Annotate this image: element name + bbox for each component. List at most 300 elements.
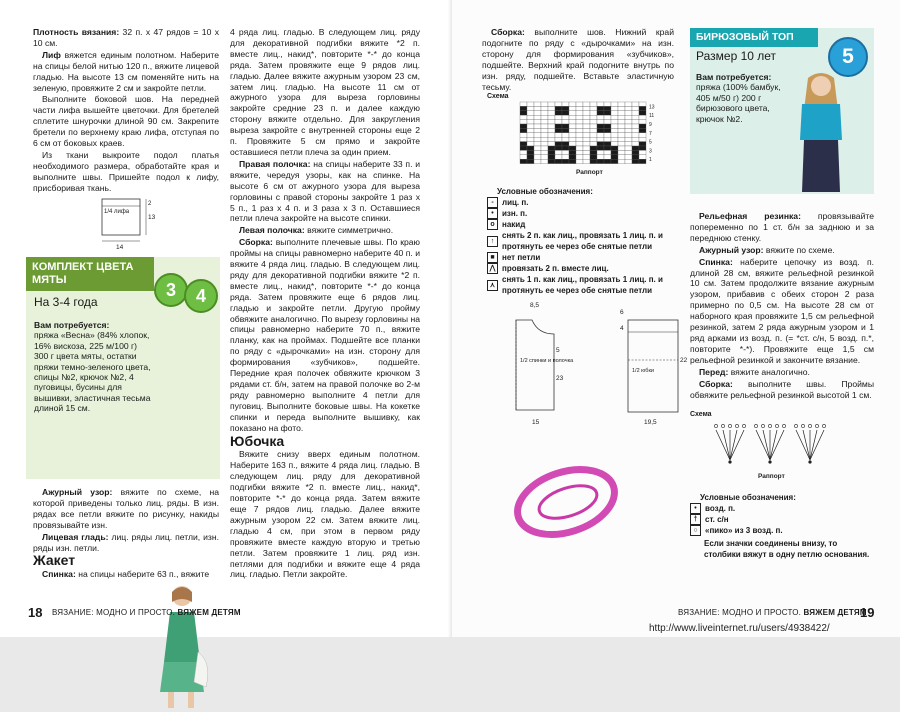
chart-1-cell <box>625 120 632 124</box>
bodice-diagram-label: 1/4 лифа <box>104 209 130 215</box>
chart-1-cell <box>562 155 569 159</box>
chart-1-cell <box>534 102 541 106</box>
jacket-heading: Жакет <box>33 552 76 569</box>
chart-1-cell <box>555 115 562 119</box>
chart-1-cell <box>625 133 632 137</box>
chart-1-cell <box>534 111 541 115</box>
girl-photo <box>154 582 214 712</box>
right-front-label: Правая полочка: <box>239 158 311 169</box>
chart-1-cell <box>534 146 541 150</box>
chart-1-cell <box>527 146 534 150</box>
chart-1-cell <box>562 142 569 146</box>
chart-1-cell <box>527 133 534 137</box>
left-footer-suffix: ВЯЖЕМ ДЕТЯМ <box>177 608 241 617</box>
chart-1-cell <box>590 128 597 132</box>
chart-1-cell <box>618 111 625 115</box>
chart-1-cell <box>555 102 562 106</box>
crochet-picot <box>815 424 818 427</box>
pattern-dim-195: 19,5 <box>644 419 657 426</box>
chart-1-cell <box>541 142 548 146</box>
chart-1-row-number: 7 <box>649 130 652 137</box>
chart-1-cell <box>534 128 541 132</box>
pattern-dim-22: 22 <box>680 357 688 364</box>
chart-1-cell <box>583 142 590 146</box>
pattern-dim-4: 4 <box>620 325 624 332</box>
chart-1-cell <box>604 142 611 146</box>
top-assembly-label: Сборка: <box>699 378 733 389</box>
chart-1-row-number: 1 <box>649 157 652 164</box>
chart-1-cell <box>555 142 562 146</box>
crochet-chain-dot <box>728 460 731 463</box>
chart-1-label: Схема <box>487 93 509 100</box>
crochet-picot <box>782 424 785 427</box>
chart-1-cell <box>527 111 534 115</box>
legend-text: изн. п. <box>502 209 528 218</box>
kit-banner: КОМПЛЕКТ ЦВЕТА МЯТЫ <box>26 257 154 291</box>
chart-1-cell <box>632 111 639 115</box>
chart-1-cell <box>576 133 583 137</box>
chart-1-cell <box>639 111 646 115</box>
chart-1-row-number: 5 <box>649 139 652 146</box>
legend-row <box>690 503 874 514</box>
chart-2-rapport: Раппорт <box>758 473 785 480</box>
chart-1-row-number: 13 <box>649 104 655 111</box>
legend-row <box>487 274 677 296</box>
chart-1-cell <box>541 124 548 128</box>
chart-1-cell <box>604 128 611 132</box>
chart-1-cell <box>562 150 569 154</box>
legend-text: ст. с/н <box>705 515 729 524</box>
pattern-dim-15: 15 <box>532 419 540 426</box>
crochet-stitch-line <box>756 430 770 460</box>
chart-1-cell <box>639 155 646 159</box>
chart-1-cell <box>611 106 618 110</box>
legend-2-title: Условные обозначения: <box>700 493 796 502</box>
chart-1-cell <box>548 137 555 141</box>
chart-1-cell <box>604 146 611 150</box>
legend-text: накид <box>502 220 526 229</box>
chart-1-cell <box>604 124 611 128</box>
chart-1-cell <box>583 150 590 154</box>
chart-1-cell <box>618 146 625 150</box>
chart-1-cell <box>583 133 590 137</box>
right-front-text: на спицы наберите 33 п. и вяжите, чередуя узоры, как на спинке. На высоте 6 см от ажурного узора для выреза горловины с правой стороны закройте 1 раз х 5 п., 1 раз х 4 п. и 3 раза х 3 п. Оставшиеся петли плеча закройте на высоте спинки. <box>230 158 420 224</box>
chart-1-cell <box>541 146 548 150</box>
chart-1-cell <box>520 137 527 141</box>
chart-1-cell <box>541 115 548 119</box>
chart-1-cell <box>625 111 632 115</box>
crochet-stitch-line <box>716 430 730 460</box>
crochet-picot <box>794 424 797 427</box>
bodice-diagram-height: 13 <box>148 214 156 221</box>
legend-text: лиц. п. <box>502 198 529 207</box>
crochet-chart <box>710 416 840 482</box>
crochet-stitch-line <box>730 430 744 460</box>
chart-1-cell <box>618 137 625 141</box>
chart-1-cell <box>590 124 597 128</box>
chart-1-cell <box>597 128 604 132</box>
chart-1-cell <box>520 115 527 119</box>
chart-1-cell <box>639 150 646 154</box>
legend-symbol-icon: • <box>690 503 701 514</box>
chart-1-cell <box>597 115 604 119</box>
chart-1-cell <box>541 111 548 115</box>
chart-1-cell <box>639 124 646 128</box>
chart-1-cell <box>534 120 541 124</box>
crochet-picot <box>768 424 771 427</box>
chart-1-cell <box>625 146 632 150</box>
legend-symbol-icon: • <box>487 208 498 219</box>
pattern-back-label: 1/2 спинки и полочка <box>520 358 574 364</box>
chart-1-cell <box>611 150 618 154</box>
crochet-chain-dot <box>768 460 771 463</box>
jacket-assembly-label: Сборка: <box>239 237 273 248</box>
legend-text: снять 1 п. как лиц., провязать 1 лиц. п. и протянуть ее через обе снятые петли <box>502 275 663 295</box>
chart-1-cell <box>611 133 618 137</box>
legend-1 <box>487 186 677 296</box>
right-page <box>452 0 900 637</box>
rib-text: провязывайте попеременно по 1 ст. б/н за заднюю и за переднюю стенку. <box>690 211 874 243</box>
jacket-assembly-text: выполните плечевые швы. По краю проймы на спицы равномерно наберите 40 п. и вяжите 4 ряда лиц. гладью. В следующем лиц. ряду для декоративной подгибки вяжите *2 п. вместе лиц., накид*, повторите *-* до конца ряда. Затем провяжите еще 6 рядов лиц. гладью и закройте петли. Другую пройму обвяжите аналогично. По вырезу горловины на спицы равномерно наберите 70 п., вяжите планку, как на проймах. Подшейте все планки по ряду с «дырочками» на изн. сторону для формирования «зубчиков», подшейте. Передние края полочек обвяжите крючком 3 рядами ст. б/н, затем на правой полочке во 2-м ряду равномерно выполните 4 петли для пуговиц. Выполните боковые швы. На кокетке спинки и переда выполните вышивку, как показано на фото. <box>230 237 421 433</box>
chart-1-cell <box>576 159 583 163</box>
chart-1-cell <box>611 155 618 159</box>
chart-1-cell <box>597 120 604 124</box>
size-bubble-5: 5 <box>828 37 868 77</box>
chart-2-label: Схема <box>690 411 712 418</box>
chart-1-cell <box>520 133 527 137</box>
chart-1-cell <box>555 124 562 128</box>
chart-1-cell <box>625 102 632 106</box>
chart-1-cell <box>576 137 583 141</box>
legend-1-title: Условные обозначения: <box>497 187 593 196</box>
bodice-label: Лиф <box>42 49 61 60</box>
crochet-picot <box>728 424 731 427</box>
chart-1-cell <box>590 133 597 137</box>
pattern-dim-5: 5 <box>556 347 560 354</box>
chart-1-cell <box>527 137 534 141</box>
chart-1-cell <box>625 142 632 146</box>
chart-1-cell <box>625 155 632 159</box>
chart-1-cell <box>583 155 590 159</box>
chart-1-cell <box>639 115 646 119</box>
crochet-picot <box>808 424 811 427</box>
top-need-title: Вам потребуется: <box>696 72 772 82</box>
chart-1-cell <box>604 137 611 141</box>
chart-1-cell <box>611 111 618 115</box>
legend-symbol-icon: † <box>690 514 701 525</box>
left-page <box>0 0 452 637</box>
chart-1-cell <box>527 155 534 159</box>
garment-pattern-diagram <box>508 300 688 430</box>
crochet-picot <box>775 424 778 427</box>
top-back-text: наберите цепочку из возд. п. длиной 28 см, вяжите рельефной резинкой 10 см. Затем продолжите вязание ажурным узором, прибавив с обеих сторон 2 раза примерно по 0,5 см. На высоте 28 см от наборного края провяжите 1,5 см рельефной резинкой, затем 2 ряда ажурным узором и 1 ряд арками из возд. п. (= *ст. с/н, 5 возд. п.*, повторите *-*). Провяжите еще 1,5 см рельефной резинкой и закончите вязание. <box>690 256 875 365</box>
crochet-stitch-line <box>770 430 784 460</box>
mint-kit-box <box>26 257 220 479</box>
crochet-picot <box>714 424 717 427</box>
chart-1-cell <box>632 115 639 119</box>
chart-1-cell <box>534 115 541 119</box>
pattern-dim-85: 8,5 <box>530 302 540 309</box>
chart-1-cell <box>562 128 569 132</box>
chart-1-cell <box>583 159 590 163</box>
chart-1-cell <box>597 124 604 128</box>
right-page-number: 19 <box>860 605 875 620</box>
chart-1-cell <box>632 102 639 106</box>
chart-1-cell <box>541 128 548 132</box>
chart-1-cell <box>604 155 611 159</box>
chart-1-cell <box>611 159 618 163</box>
right-footer <box>678 608 867 617</box>
chart-1-cell <box>548 120 555 124</box>
chart-1-cell <box>548 115 555 119</box>
chart-1-cell <box>625 124 632 128</box>
crochet-stitch-line <box>770 430 777 460</box>
stockinette-label: Лицевая гладь: <box>42 531 109 542</box>
legend-symbol-icon: - <box>487 197 498 208</box>
left-column-1b <box>33 487 219 581</box>
chart-1-cell <box>611 142 618 146</box>
chart-1-cell <box>639 146 646 150</box>
chart-1-cell <box>562 133 569 137</box>
legend-row <box>487 263 677 274</box>
chart-1-cell <box>625 137 632 141</box>
chart-1-cell <box>569 120 576 124</box>
chart-1-cell <box>632 120 639 124</box>
chart-1-cell <box>632 159 639 163</box>
chart-1-cell <box>520 102 527 106</box>
chart-1-cell <box>618 155 625 159</box>
chart-1-cell <box>534 133 541 137</box>
chart-1-cell <box>625 106 632 110</box>
chart-1-cell <box>520 128 527 132</box>
chart-1-cell <box>562 106 569 110</box>
jacket-back-continued: 4 ряда лиц. гладью. В следующем лиц. ряду для декоративной подгибки вяжите *2 п. вместе лиц., накид*, повторите *-* до конца ряда. Затем провяжите еще 9 рядов лиц. гладью. Далее вяжите ажурным узором 23 см, затем лиц. гладью. На высоте 11 см от ажурного узора для выреза горловины закройте средние 23 п. и далее каждую сторону вяжите отдельно. Для закругления выреза закройте с внутренней стороны еще 2 п. Провяжите 5 см прямо и закройте оставшиеся петли плеча за один прием. <box>230 27 420 157</box>
chart-1-cell <box>583 106 590 110</box>
chart-1-cell <box>625 159 632 163</box>
legend-row <box>487 230 677 252</box>
watermark-url: http://www.liveinternet.ru/users/4938422/ <box>649 623 830 634</box>
chart-1-cell <box>569 137 576 141</box>
chart-1-cell <box>604 159 611 163</box>
crochet-stitch-line <box>803 430 810 460</box>
chart-1-cell <box>590 150 597 154</box>
chart-1-cell <box>639 133 646 137</box>
chart-1-cell <box>534 124 541 128</box>
chart-1-cell <box>527 102 534 106</box>
chart-1-cell <box>618 106 625 110</box>
chart-1-cell <box>576 146 583 150</box>
chart-1-cell <box>611 124 618 128</box>
legend-row <box>690 514 874 525</box>
chart-1-row-number: 9 <box>649 122 652 128</box>
left-column-1 <box>33 27 219 195</box>
chart-1-cell <box>527 124 534 128</box>
chart-1-cell <box>534 155 541 159</box>
chart-1-cell <box>576 102 583 106</box>
chart-1-cell <box>562 146 569 150</box>
chart-1-cell <box>639 159 646 163</box>
left-column-2 <box>230 27 420 581</box>
chart-1-cell <box>555 159 562 163</box>
top-size: Размер 10 лет <box>696 49 777 63</box>
chart-1-cell <box>590 120 597 124</box>
pattern-dim-6: 6 <box>620 309 624 316</box>
chart-1-cell <box>520 150 527 154</box>
chart-1-cell <box>527 128 534 132</box>
chart-1-cell <box>625 128 632 132</box>
crochet-stitch-line <box>723 430 730 460</box>
bodice-diagram <box>96 193 166 251</box>
chart-1-cell <box>562 120 569 124</box>
chart-1-cell <box>597 146 604 150</box>
chart-1-cell <box>632 128 639 132</box>
chart-1-cell <box>541 150 548 154</box>
pattern-skirt-label: 1/2 юбки <box>632 368 654 374</box>
chart-1-cell <box>590 137 597 141</box>
chart-1-cell <box>576 150 583 154</box>
chart-1-cell <box>597 159 604 163</box>
crochet-picot <box>822 424 825 427</box>
chart-1-cell <box>618 115 625 119</box>
chart-1-cell <box>534 159 541 163</box>
chart-1-cell <box>618 102 625 106</box>
legend-text: нет петли <box>502 253 541 262</box>
chart-1-cell <box>576 142 583 146</box>
size-bubble-3: 3 <box>154 273 188 307</box>
chart-1-cell <box>548 111 555 115</box>
chart-1-cell <box>548 146 555 150</box>
chart-1-cell <box>569 146 576 150</box>
chart-1-cell <box>604 106 611 110</box>
chart-1-cell <box>569 133 576 137</box>
chart-1-cell <box>548 102 555 106</box>
chart-1-cell <box>562 115 569 119</box>
crochet-picot <box>754 424 757 427</box>
chart-1-cell <box>597 142 604 146</box>
chart-1-cell <box>618 124 625 128</box>
left-front-label: Левая полочка: <box>239 225 305 236</box>
bodice-diagram-top: 2 <box>148 201 152 207</box>
chart-1-cell <box>583 128 590 132</box>
crochet-stitch-line <box>810 430 817 460</box>
chart-1-cell <box>632 142 639 146</box>
openwork-text: вяжите по схеме, на которой приведены только лиц. ряды. В изн. рядах все петли вяжите по рисунку, накиды провязывайте изн. <box>33 487 220 530</box>
chart-1-cell <box>632 146 639 150</box>
legend-2-note: Если значки соединены внизу, то столбики вяжут в одну петлю основания. <box>704 539 870 559</box>
legend-1-list <box>487 197 677 296</box>
chart-1-row-number: 3 <box>649 148 652 155</box>
chart-1-cell <box>555 133 562 137</box>
chart-1-cell <box>555 150 562 154</box>
crochet-stitch-line <box>730 430 737 460</box>
side-seam-text: Выполните боковой шов. На передней части лифа вышейте цветочки. Для бретелей сплетите шнурочки длиной 90 см. Закрепите бретели по верхнему краю лифа, отступая по 6 см от боковых краев. <box>33 94 219 149</box>
chart-1-cell <box>632 137 639 141</box>
chart-1-cell <box>541 137 548 141</box>
size-bubble-4: 4 <box>184 279 218 313</box>
chart-1-cell <box>548 133 555 137</box>
chart-1-cell <box>520 111 527 115</box>
chart-1-cell <box>590 146 597 150</box>
chart-1-cell <box>548 155 555 159</box>
chart-1-cell <box>639 142 646 146</box>
chart-1-cell <box>520 124 527 128</box>
chart-1-cell <box>562 137 569 141</box>
chart-1-cell <box>611 128 618 132</box>
crochet-picot <box>742 424 745 427</box>
turquoise-top-box <box>690 28 874 194</box>
chart-1-cell <box>632 106 639 110</box>
chart-1-rapport: Раппорт <box>576 169 603 176</box>
chart-1-cell <box>562 124 569 128</box>
chart-1-cell <box>569 115 576 119</box>
skirt-assembly-text: выполните шов. Нижний край подогните по ряду с «дырочками» на изн. сторону для формирования «зубчиков», подшейте. Верхний край подогните внутрь по изн. ряду, подшейте. Вставьте эластичную тесьму. <box>482 27 675 92</box>
chart-1-cell <box>632 150 639 154</box>
chart-1-cell <box>583 124 590 128</box>
chart-1-cell <box>569 111 576 115</box>
kit-need-text: пряжа «Весна» (84% хлопок, 16% вискоза, 225 м/100 г) 300 г цвета мяты, остатки пряжи темно-зеленого цвета, спицы №2, крючок №2, 4 пуговицы, бусины для вышивки, эластичная тесьма длиной 15 см. <box>34 330 151 414</box>
crochet-stitch-line <box>763 430 770 460</box>
chart-1-cell <box>541 159 548 163</box>
chart-1-cell <box>520 106 527 110</box>
chart-1-cell <box>618 133 625 137</box>
legend-row <box>487 219 677 230</box>
top-openwork-label: Ажурный узор: <box>699 244 764 255</box>
chart-1-cell <box>632 124 639 128</box>
skirt-fabric-text: Из ткани выкроите подол платья необходимого размера, обработайте края и выполните швы. Пришейте подол к лифу, присборивая ткань. <box>33 149 219 193</box>
chart-1-cell <box>527 115 534 119</box>
chart-1-cell <box>583 111 590 115</box>
chart-1-cell <box>583 146 590 150</box>
legend-text: «пико» из 3 возд. п. <box>705 526 783 535</box>
chart-1-cell <box>555 155 562 159</box>
chart-1-cell <box>632 155 639 159</box>
chart-1-cell <box>548 106 555 110</box>
crochet-picot <box>735 424 738 427</box>
kit-need-title: Вам потребуется: <box>34 320 110 330</box>
crochet-picot <box>761 424 764 427</box>
right-column-2 <box>690 211 874 401</box>
kit-age: На 3-4 года <box>34 295 98 309</box>
chart-1-cell <box>520 146 527 150</box>
openwork-chart-1 <box>516 100 666 178</box>
chart-1-cell <box>541 102 548 106</box>
chart-1-cell <box>604 150 611 154</box>
chart-1-cell <box>639 137 646 141</box>
chart-1-cell <box>548 159 555 163</box>
top-assembly-text: выполните швы. Проймы обвяжите рельефной резинкой высотой 1 см. <box>690 378 875 400</box>
chart-1-cell <box>597 155 604 159</box>
chart-1-cell <box>618 128 625 132</box>
chart-1-cell <box>555 128 562 132</box>
chart-1-cell <box>639 120 646 124</box>
stockinette-text: лиц. ряды лиц. петли, изн. ряды изн. петли. <box>33 531 219 553</box>
legend-symbol-icon: ↑ <box>487 236 498 247</box>
left-page-number: 18 <box>28 605 43 620</box>
chart-1-cell <box>569 155 576 159</box>
right-column-1 <box>482 27 674 93</box>
skirt-heading: Юбочка <box>230 432 285 449</box>
chart-1-cell <box>611 115 618 119</box>
chart-1-cell <box>527 159 534 163</box>
chart-1-cell <box>597 133 604 137</box>
chart-1-cell <box>548 150 555 154</box>
chart-1-cell <box>534 150 541 154</box>
chart-1-cell <box>562 102 569 106</box>
jacket-back-label: Спинка: <box>42 569 76 580</box>
right-footer-suffix: ВЯЖЕМ ДЕТЯМ <box>803 608 867 617</box>
left-front-text: вяжите симметрично. <box>307 225 394 236</box>
chart-1-cell <box>597 102 604 106</box>
